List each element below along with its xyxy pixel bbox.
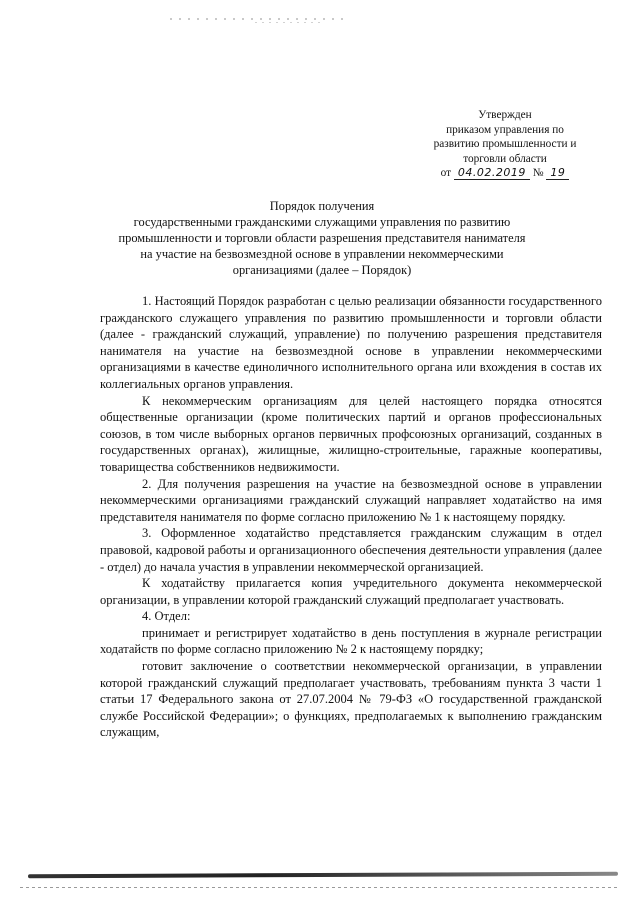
paragraph-nko-definition: К некоммерческим организациям для целей настоящего порядка относятся общественные организации (кроме политических партий и органов профессиональных союзов, в том числе выборных органов первичных профсоюзных организаций, созданных в государственных органах), жилищные, жилищно-строительные, гаражные кооперативы, товарищества собственников недвижимости. (100, 393, 602, 474)
title-line: организациями (далее – Порядок) (232, 263, 412, 278)
scan-artifact (255, 22, 325, 23)
handwritten-number: 19 (546, 166, 569, 180)
paragraph-1: 1. Настоящий Порядок разработан с целью реализации обязанности государственного гражданского служащего управления по развитию промышленности и торговли области (далее - гражданский служащий, управление) по получению разрешения представителя нанимателя на участие на безвозмездной основе в управлении некоммерческими организациями в качестве единоличного исполнительного органа или вхождения в состав их коллегиальных органов управления. (100, 294, 602, 391)
title-line: Порядок получения (269, 199, 375, 213)
number-prefix: № (532, 167, 544, 180)
handwritten-date: 04.02.2019 (454, 166, 530, 180)
title-line: на участие на безвозмездной основе в управлении некоммерческими (140, 247, 504, 262)
approval-line: торговли области (463, 152, 547, 165)
scan-artifact (20, 887, 620, 888)
paragraph-4-item-conclusion: готовит заключение о соответствии некоммерческой организации, в управлении которой гражданский служащий предполагает участвовать, требованиям пункта 3 части 1 статьи 17 Федерального закона от 27.07.2004 № 79-ФЗ «О государственной гражданской службе Российской Федерации»; о функциях, предполагаемых к выполнению гражданским служащим, (100, 659, 602, 740)
paragraph-3: 3. Оформленное ходатайство представляется гражданским служащим в отдел правовой, кадровой работы и организационного обеспечения деятельности управления (далее - отдел) до начала участия в управлении некоммерческой организацией. (100, 526, 602, 574)
approval-line: Утвержден (478, 109, 532, 121)
approval-line: приказом управления по (446, 123, 564, 136)
date-prefix: от (440, 167, 452, 180)
approval-line: развитию промышленности и (433, 138, 577, 151)
title-line: промышленности и торговли области разрешения представителя нанимателя (118, 231, 526, 246)
approval-stamp-block (410, 108, 600, 181)
scan-edge-line (28, 872, 618, 879)
paragraph-4-heading: 4. Отдел: (142, 609, 191, 624)
document-body (100, 293, 602, 741)
scan-artifact (170, 18, 350, 20)
paragraph-4-item-register: принимает и регистрирует ходатайство в день поступления в журнале регистрации ходатайств по форме согласно приложению № 2 к настоящему порядку; (100, 625, 602, 657)
approval-date-line (410, 166, 600, 181)
paragraph-2: 2. Для получения разрешения на участие на безвозмездной основе в управлении некоммерческими организациями гражданский служащий направляет ходатайство на имя представителя нанимателя по форме согласно приложению № 1 к настоящему порядку. (100, 476, 602, 524)
title-line: государственными гражданскими служащими управления по развитию (133, 215, 511, 230)
document-title (112, 198, 532, 278)
paragraph-attachment: К ходатайству прилагается копия учредительного документа некоммерческой организации, в управлении которой гражданский служащий предполагает участвовать. (100, 576, 602, 607)
